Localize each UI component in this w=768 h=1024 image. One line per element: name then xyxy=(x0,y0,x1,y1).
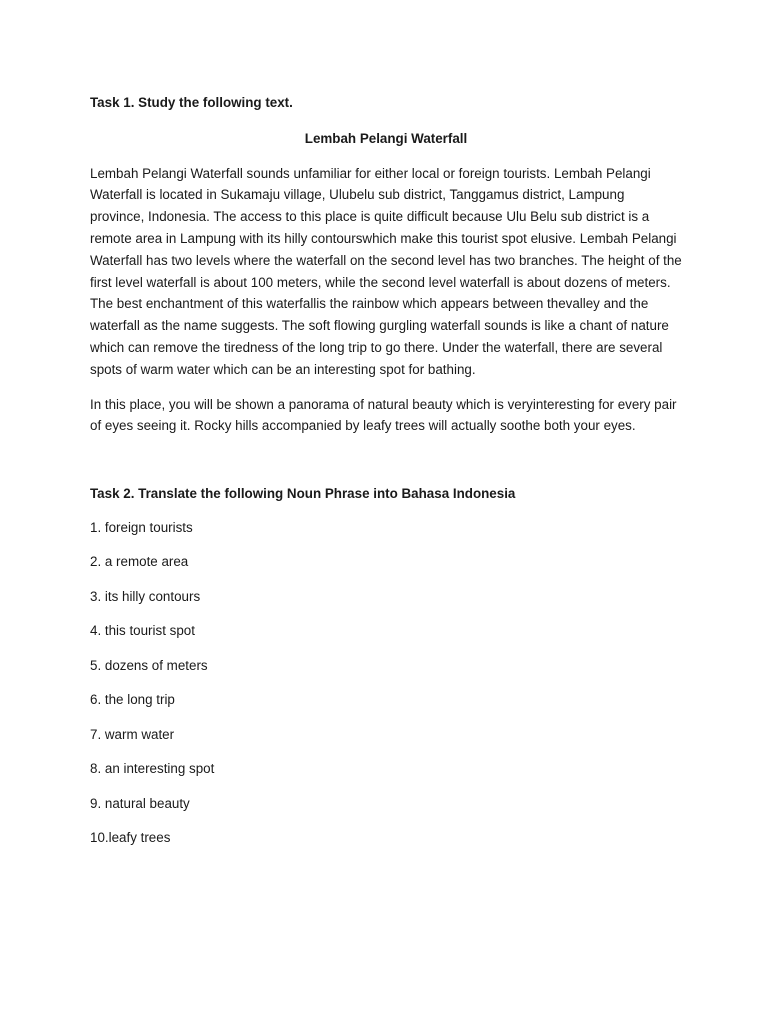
text-title: Lembah Pelangi Waterfall xyxy=(304,130,468,146)
text-paragraph-1: Lembah Pelangi Waterfall sounds unfamiliar for either local or foreign tourists. Lembah Pelangi Waterfall is located in Sukamaju village, Ulubelu sub district, Tanggamus district, Lampung province, Indonesia. The access to this place is quite difficult because Ulu Belu sub district is a remote area in Lampung with its hilly contourswhich make this tourist spot elusive. Lembah Pelangi Waterfall has two levels where the waterfall on the second level has two branches. The height of the first level waterfall is about 100 meters, while the second level waterfall is about dozens of meters. The best enchantment of this waterfallis the rainbow which appears between thevalley and the waterfall as the name suggests. The soft flowing gurgling waterfall sounds is like a chant of nature which can remove the tiredness of the long trip to go there. Under the waterfall, there are several spots of warm water which can be an interesting spot for bathing. xyxy=(90,165,682,377)
task1-heading: Task 1. Study the following text. xyxy=(90,95,293,110)
document-page xyxy=(90,92,682,862)
noun-phrase-list xyxy=(90,517,682,849)
list-item: 9. natural beauty xyxy=(90,795,190,811)
text-paragraph-2: In this place, you will be shown a panorama of natural beauty which is veryinteresting for every pair of eyes seeing it. Rocky hills accompanied by leafy trees will actually soothe both your eyes. xyxy=(90,396,677,434)
list-item: 8. an interesting spot xyxy=(90,761,215,777)
list-item: 4. this tourist spot xyxy=(90,623,195,639)
list-item: 10.leafy trees xyxy=(90,830,171,846)
list-item: 1. foreign tourists xyxy=(90,519,193,535)
list-item: 2. a remote area xyxy=(90,554,189,570)
task2-heading: Task 2. Translate the following Noun Phrase into Bahasa Indonesia xyxy=(90,486,516,502)
list-item: 3. its hilly contours xyxy=(90,588,201,604)
list-item: 5. dozens of meters xyxy=(90,657,208,673)
list-item: 7. warm water xyxy=(90,726,175,742)
list-item: 6. the long trip xyxy=(90,692,175,708)
